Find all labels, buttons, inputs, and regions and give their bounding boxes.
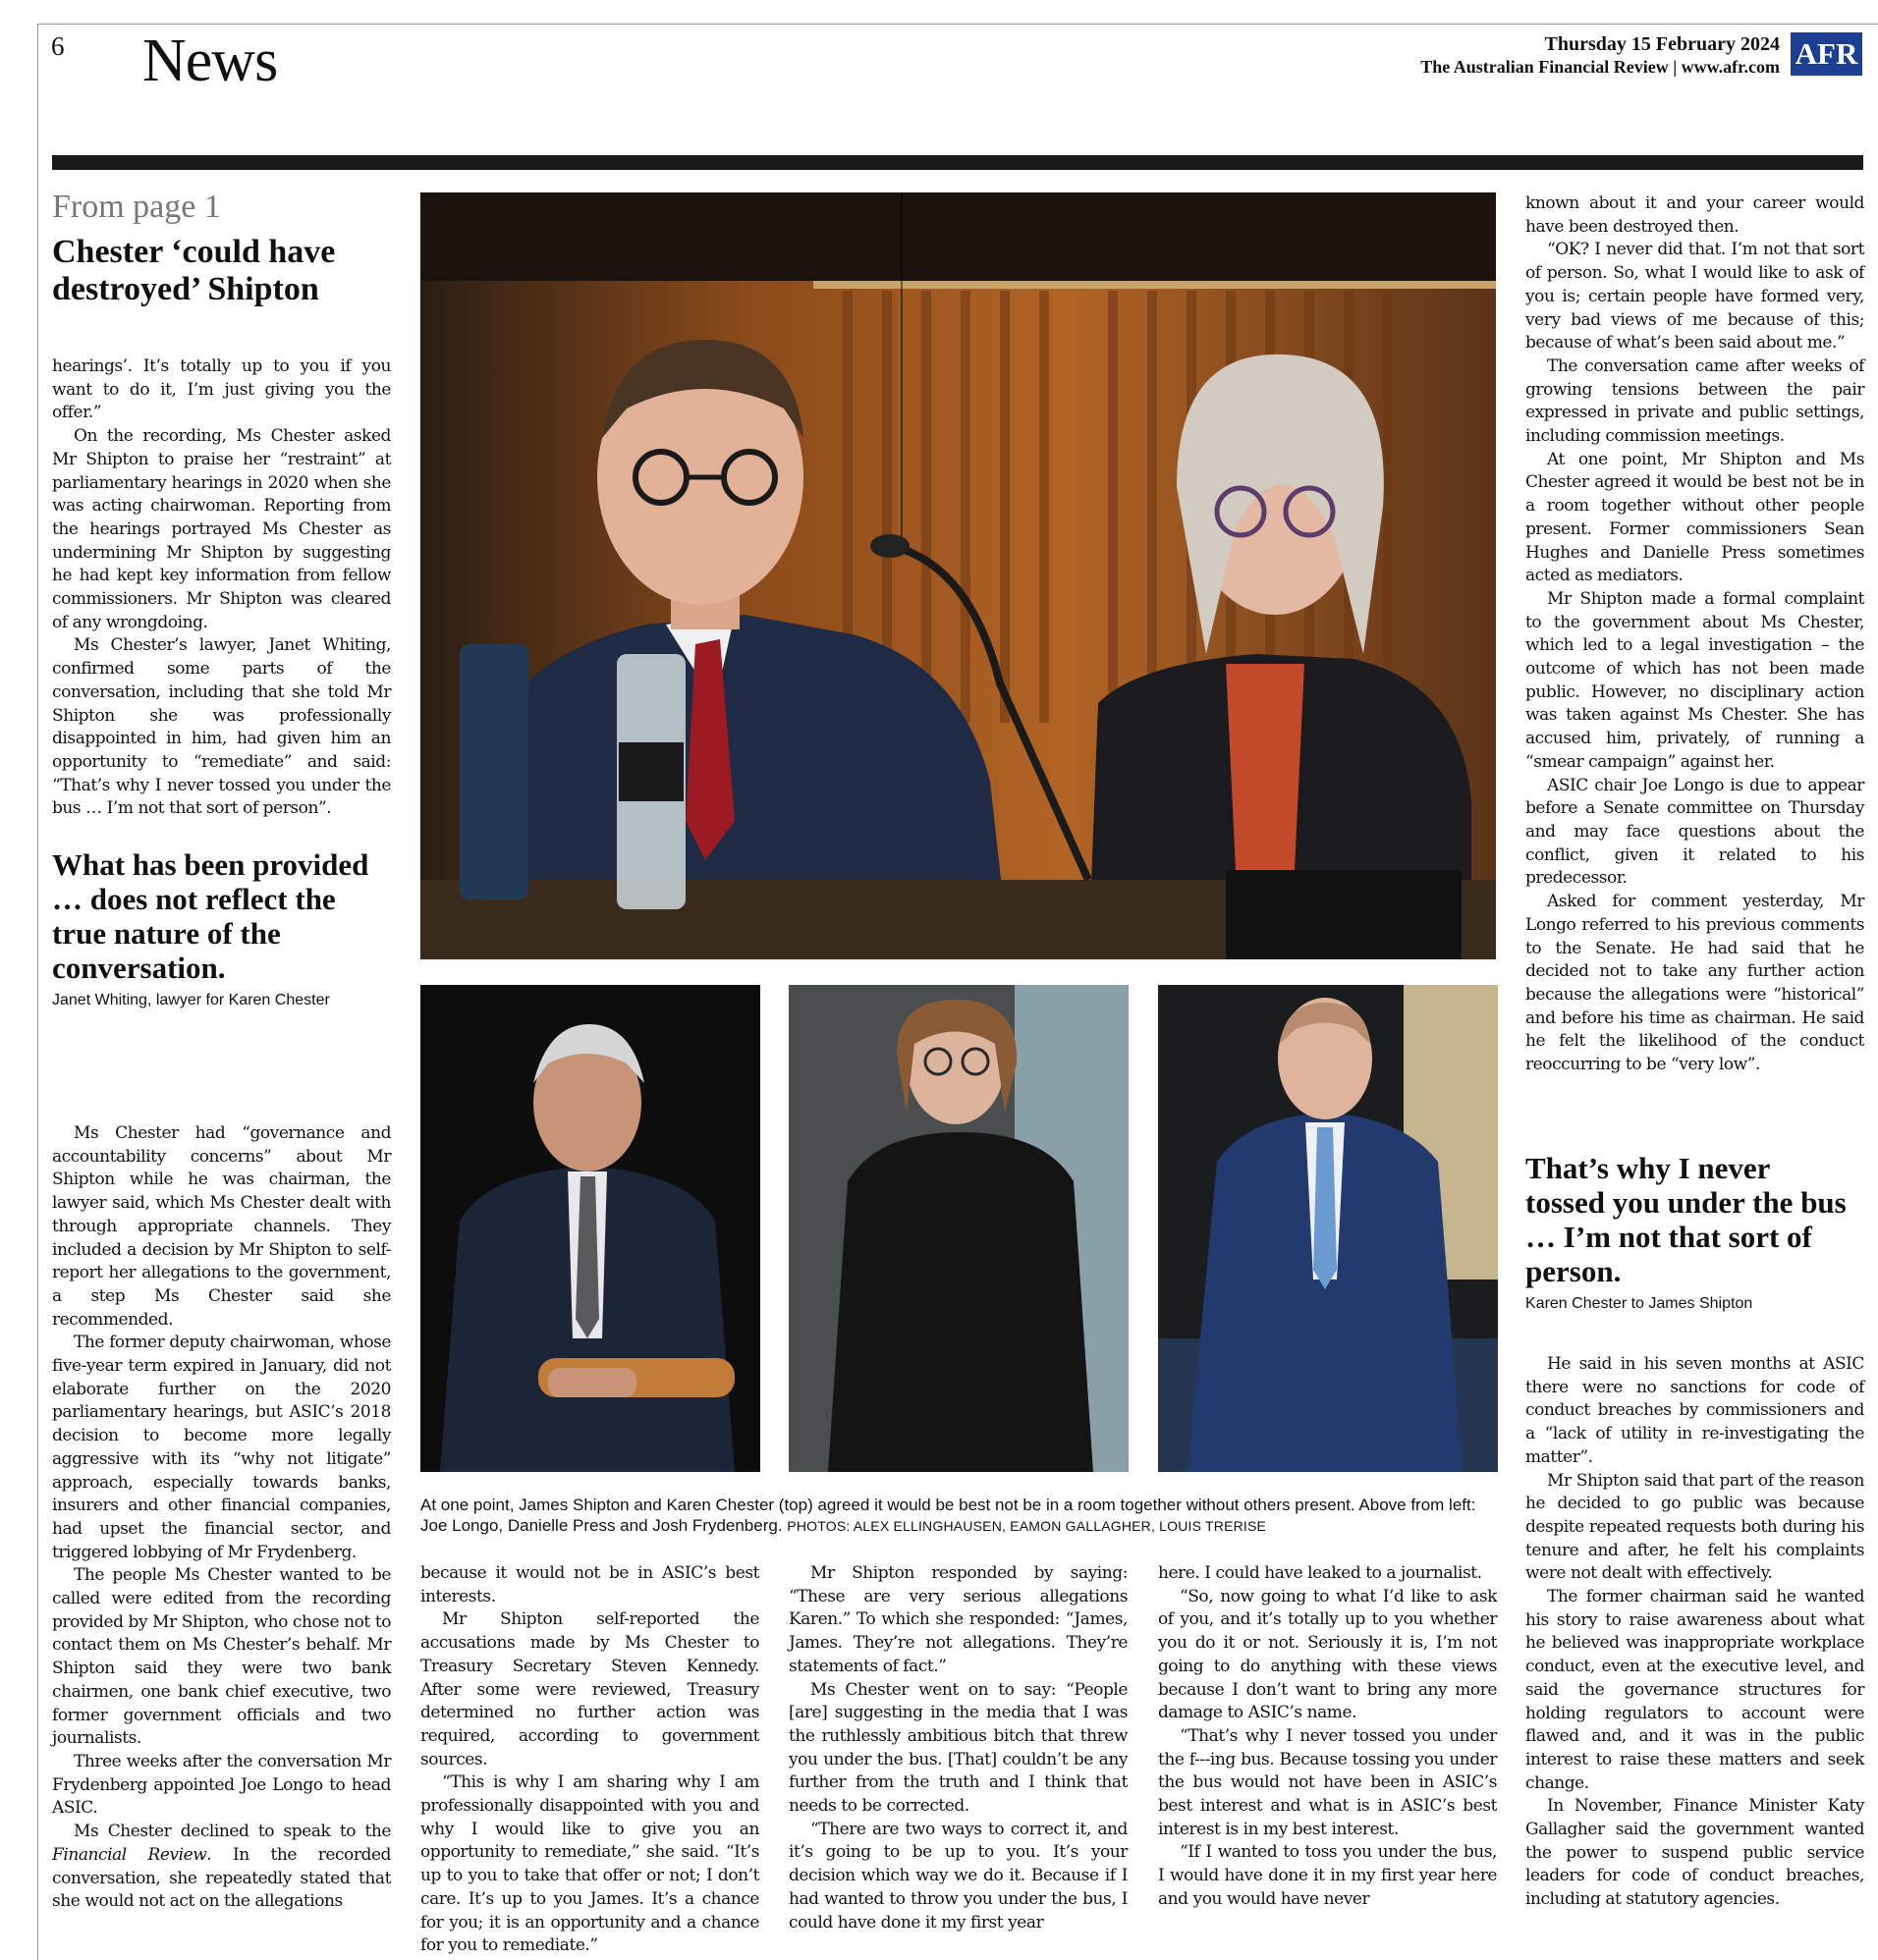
column-4	[1158, 1562, 1497, 1912]
paragraph: Mr Shipton responded by saying: “These are very serious allegations Karen.” To which she responded: “James, James. They’re not allegations. They’re statements of fact.”	[789, 1563, 1128, 1676]
paragraph: hearings’. It’s totally up to you if you want to do it, I’m just giving you the offer.”	[52, 356, 391, 423]
pullquote-chester	[1525, 1151, 1850, 1313]
paragraph: He said in his seven months at ASIC there were no sanctions for code of conduct breaches by commissioners and a “lack of utility in re-investigating the matter”.	[1525, 1354, 1864, 1467]
pullquote-whiting	[52, 847, 376, 1009]
paragraph: “OK? I never did that. I’m not that sort of person. So, what I would like to ask of you is; certain people have formed very, very bad views of me because of this; because of what’s been said about me.”	[1525, 240, 1864, 354]
pullquote-attribution: Karen Chester to James Shipton	[1525, 1295, 1753, 1312]
paragraph: At one point, Mr Shipton and Ms Chester agreed it would be best not be in a room together without other people present. Former commissioners Sean Hughes and Danielle Press sometimes acted as mediators.	[1525, 449, 1864, 586]
paragraph: The former deputy chairwoman, whose five-year term expired in January, did not elaborate further on the 2020 parliamentary hearings, but ASIC’s 2018 decision to become more legally aggressive with its “why not litigate” approach, especially towards banks, insurers and other financial companies, had upset the financial sector, and triggered lobbying of Mr Frydenberg.	[52, 1333, 391, 1562]
paragraph: In November, Finance Minister Katy Gallagher said the government wanted the power to suspend public service leaders for code of conduct breaches, including at statutory agencies.	[1525, 1796, 1864, 1910]
photo-credit: PHOTOS: ALEX ELLINGHAUSEN, EAMON GALLAGHER, LOUIS TRERISE	[787, 1518, 1267, 1534]
paragraph: ASIC chair Joe Longo is due to appear before a Senate committee on Thursday and may face questions about the conflict, given it related to his predecessor.	[1525, 775, 1864, 889]
issue-date: Thursday 15 February 2024	[1544, 33, 1780, 55]
pullquote-attribution: Janet Whiting, lawyer for Karen Chester	[52, 992, 330, 1008]
publication-line: The Australian Financial Review | www.afr.com	[1420, 57, 1780, 77]
paragraph: Mr Shipton self-reported the accusations made by Ms Chester to Treasury Secretary Steven Kennedy. After some were reviewed, Treasury determined no further action was required, according to government sources.	[420, 1609, 759, 1769]
paragraph: Ms Chester’s lawyer, Janet Whiting, confirmed some parts of the conversation, including that she told Mr Shipton she was professionally disappointed in him, had given him an opportunity to “remediate” and said: “That’s why I never tossed you under the bus … I’m not that sort of person”.	[52, 635, 391, 819]
headline: Chester ‘could have destroyed’ Shipton	[52, 234, 336, 307]
afr-logo: AFR	[1791, 32, 1862, 76]
column-2	[420, 1562, 759, 1958]
paragraph: Mr Shipton said that part of the reason he decided to go public was because despite repeated requests both during his tenure and after, he felt his complaints were not dealt with effectively.	[1525, 1470, 1864, 1584]
page-border-left	[37, 24, 38, 1960]
column-5-top	[1525, 192, 1864, 1077]
paragraph: Three weeks after the conversation Mr Frydenberg appointed Joe Longo to head ASIC.	[52, 1751, 391, 1819]
column-3	[789, 1562, 1128, 1934]
paragraph: On the recording, Ms Chester asked Mr Shipton to praise her “restraint” at parliamentary hearings in 2020 when she was acting chairwoman. Reporting from the hearings portrayed Ms Chester as undermining Mr Shipton by suggesting he had kept key information from fellow commissioners. Mr Shipton was cleared of any wrongdoing.	[52, 426, 391, 632]
paragraph: Ms Chester went on to say: “People [are] suggesting in the media that I was the ruthlessly ambitious bitch that threw you under the bus. [That] couldn’t be any further from the truth and I think that needs to be corrected.	[789, 1679, 1128, 1817]
section-rule	[52, 155, 1863, 170]
page-number: 6	[51, 31, 65, 61]
paragraph: Ms Chester declined to speak to the Financial Review. In the recorded conversation, she repeatedly stated that she would not act on the allegations	[52, 1822, 391, 1912]
paragraph: The conversation came after weeks of growing tensions between the pair expressed in private and public settings, including commission meetings.	[1525, 355, 1864, 447]
photo-joe-longo	[420, 985, 760, 1472]
paragraph: “There are two ways to correct it, and it’s going to be up to you. It’s your decision which way we do it. Because if I had wanted to throw you under the bus, I could have done it my first year	[789, 1819, 1128, 1933]
photo-caption	[420, 1495, 1501, 1537]
paragraph: The people Ms Chester wanted to be called were edited from the recording provided by Mr Shipton, who chose not to contact them on Ms Chester’s behalf. Mr Shipton said they were two bank chairmen, one bank chief executive, two former government officials and two journalists.	[52, 1565, 391, 1749]
paragraph: “This is why I am sharing why I am professionally disappointed with you and why I would like to give you an opportunity to remediate,” she said. “It’s up to you to take that offer or not; I don’t care. It’s up to you James. It’s a chance for you; it is an opportunity and a chance for you to remediate.”	[420, 1772, 759, 1956]
column-1-bottom	[52, 1122, 391, 1914]
section-title: News	[142, 27, 278, 94]
column-5-bottom	[1525, 1353, 1864, 1912]
publication-name: Financial Review	[52, 1844, 207, 1865]
paragraph: here. I could have leaked to a journalist.	[1158, 1563, 1482, 1583]
page-border-top	[37, 24, 1878, 25]
kicker: From page 1	[52, 189, 221, 225]
dateline	[1420, 33, 1780, 79]
main-photo-shipton-chester	[420, 192, 1496, 959]
paragraph: The former chairman said he wanted his story to raise awareness about what he believed was inappropriate workplace conduct, even at the executive level, and said the governance structures for holding regulators to account were flawed and, and it was in the public interest to raise these matters and seek change.	[1525, 1587, 1864, 1793]
photo-danielle-press	[789, 985, 1129, 1472]
paragraph: “If I wanted to toss you under the bus, I would have done it in my first year here and you would have never	[1158, 1842, 1497, 1909]
photo-josh-frydenberg	[1158, 985, 1498, 1472]
paragraph: known about it and your career would have been destroyed then.	[1525, 193, 1864, 237]
paragraph: Ms Chester had “governance and accountability concerns” about Mr Shipton while he was chairman, the lawyer said, which Ms Chester dealt with through appropriate channels. They included a decision by Mr Shipton to self-report her allegations to the government, a step Ms Chester said she recommended.	[52, 1123, 391, 1330]
pullquote-text: What has been provided … does not reflect the true nature of the conversation.	[52, 847, 369, 985]
paragraph: “So, now going to what I’d like to ask of you, and it’s totally up to you whether you do it or not. Seriously it is, I’m not going to do anything with these views because I don’t want to bring any more damage to ASIC’s name.	[1158, 1586, 1497, 1723]
paragraph: “That’s why I never tossed you under the f---ing bus. Because tossing you under the bus would not have been in ASIC’s best interest and what is in ASIC’s best interest is in my best interest.	[1158, 1725, 1497, 1839]
paragraph: because it would not be in ASIC’s best interests.	[420, 1563, 759, 1606]
paragraph: Mr Shipton made a formal complaint to the government about Ms Chester, which led to a legal investigation – the outcome of which has not been made public. However, no disciplinary action was taken against Ms Chester. She has accused him, privately, of running a “smear campaign” against her.	[1525, 588, 1864, 772]
pullquote-text: That’s why I never tossed you under the bus … I’m not that sort of person.	[1525, 1151, 1847, 1288]
column-1-top	[52, 355, 391, 821]
caption-text: At one point, James Shipton and Karen Chester (top) agreed it would be best not be in a room together without others present. Above from left: Joe Longo, Danielle Press and Josh Frydenberg.	[420, 1496, 1476, 1535]
paragraph: Asked for comment yesterday, Mr Longo referred to his previous comments to the Senate. He had said that he decided not to take any further action because the allegations were “historical” and before his time as chairman. He said he felt the likelihood of the conduct reoccurring to be “very low”.	[1525, 892, 1864, 1075]
